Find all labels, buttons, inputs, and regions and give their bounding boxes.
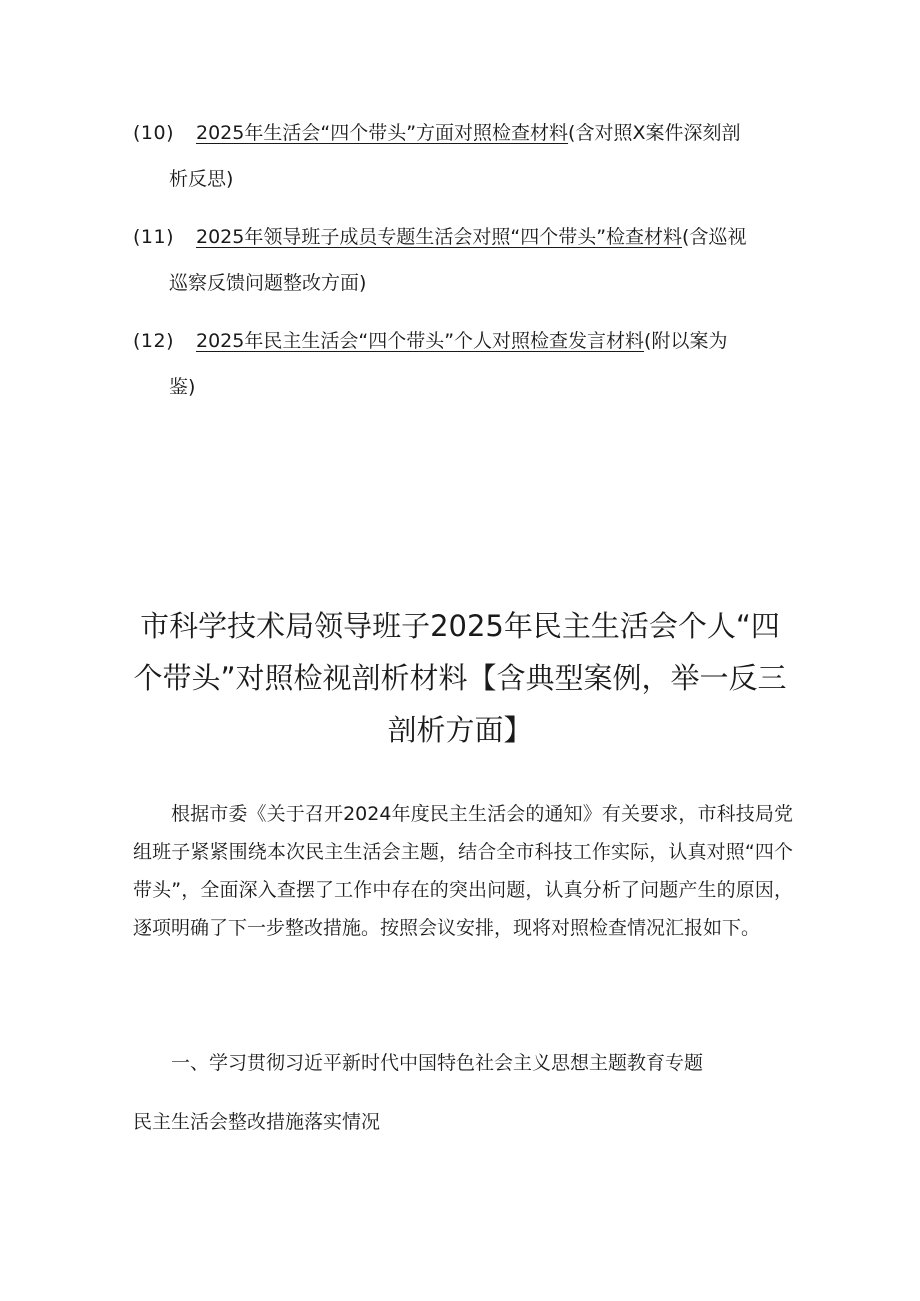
- toc-line: [133, 214, 793, 261]
- section-heading-continuation: 民主生活会整改措施落实情况: [133, 1111, 381, 1133]
- toc-rest-text: (附以案为: [644, 330, 728, 352]
- toc-continuation: 巡察反馈问题整改方面): [169, 272, 367, 294]
- toc-number: (10): [133, 122, 175, 144]
- toc-rest-text: (含对照X案件深刻剖: [568, 122, 741, 144]
- toc-item-11: [133, 214, 793, 305]
- toc-item-10: [133, 110, 793, 201]
- toc-link-10[interactable]: 2025年生活会“四个带头”方面对照检查材料: [196, 122, 569, 144]
- toc-line: [133, 110, 793, 157]
- toc-link-11[interactable]: 2025年领导班子成员专题生活会对照“四个带头”检查材料: [196, 226, 683, 248]
- toc-rest-text: (含巡视: [682, 226, 747, 248]
- toc-continuation: 鉴): [169, 376, 196, 398]
- intro-paragraph: 根据市委《关于召开2024年度民主生活会的通知》有关要求，市科技局党组班子紧紧围绕本次民主生活会主题，结合全市科技工作实际，认真对照“四个带头”，全面深入查摆了工作中存在的突出问题，认真分析了问题产生的原因，逐项明确了下一步整改措施。按照会议安排，现将对照检查情况汇报如下。: [133, 803, 793, 939]
- toc-number: (11): [133, 226, 175, 248]
- toc-link-12[interactable]: 2025年民主生活会“四个带头”个人对照检查发言材料: [196, 330, 645, 352]
- toc-continuation: 析反思): [169, 168, 234, 190]
- toc-line: [133, 318, 793, 365]
- document-title: 市科学技术局领导班子2025年民主生活会个人“四个带头”对照检视剖析材料【含典型案例，举一反三剖析方面】: [133, 609, 787, 747]
- table-of-contents: [0, 110, 920, 422]
- toc-text: [196, 318, 727, 365]
- toc-text: [196, 214, 746, 261]
- section-heading: 一、学习贯彻习近平新时代中国特色社会主义思想主题教育专题: [171, 1052, 704, 1074]
- toc-item-12: [133, 318, 793, 409]
- toc-number: (12): [133, 330, 175, 352]
- toc-text: [196, 110, 740, 157]
